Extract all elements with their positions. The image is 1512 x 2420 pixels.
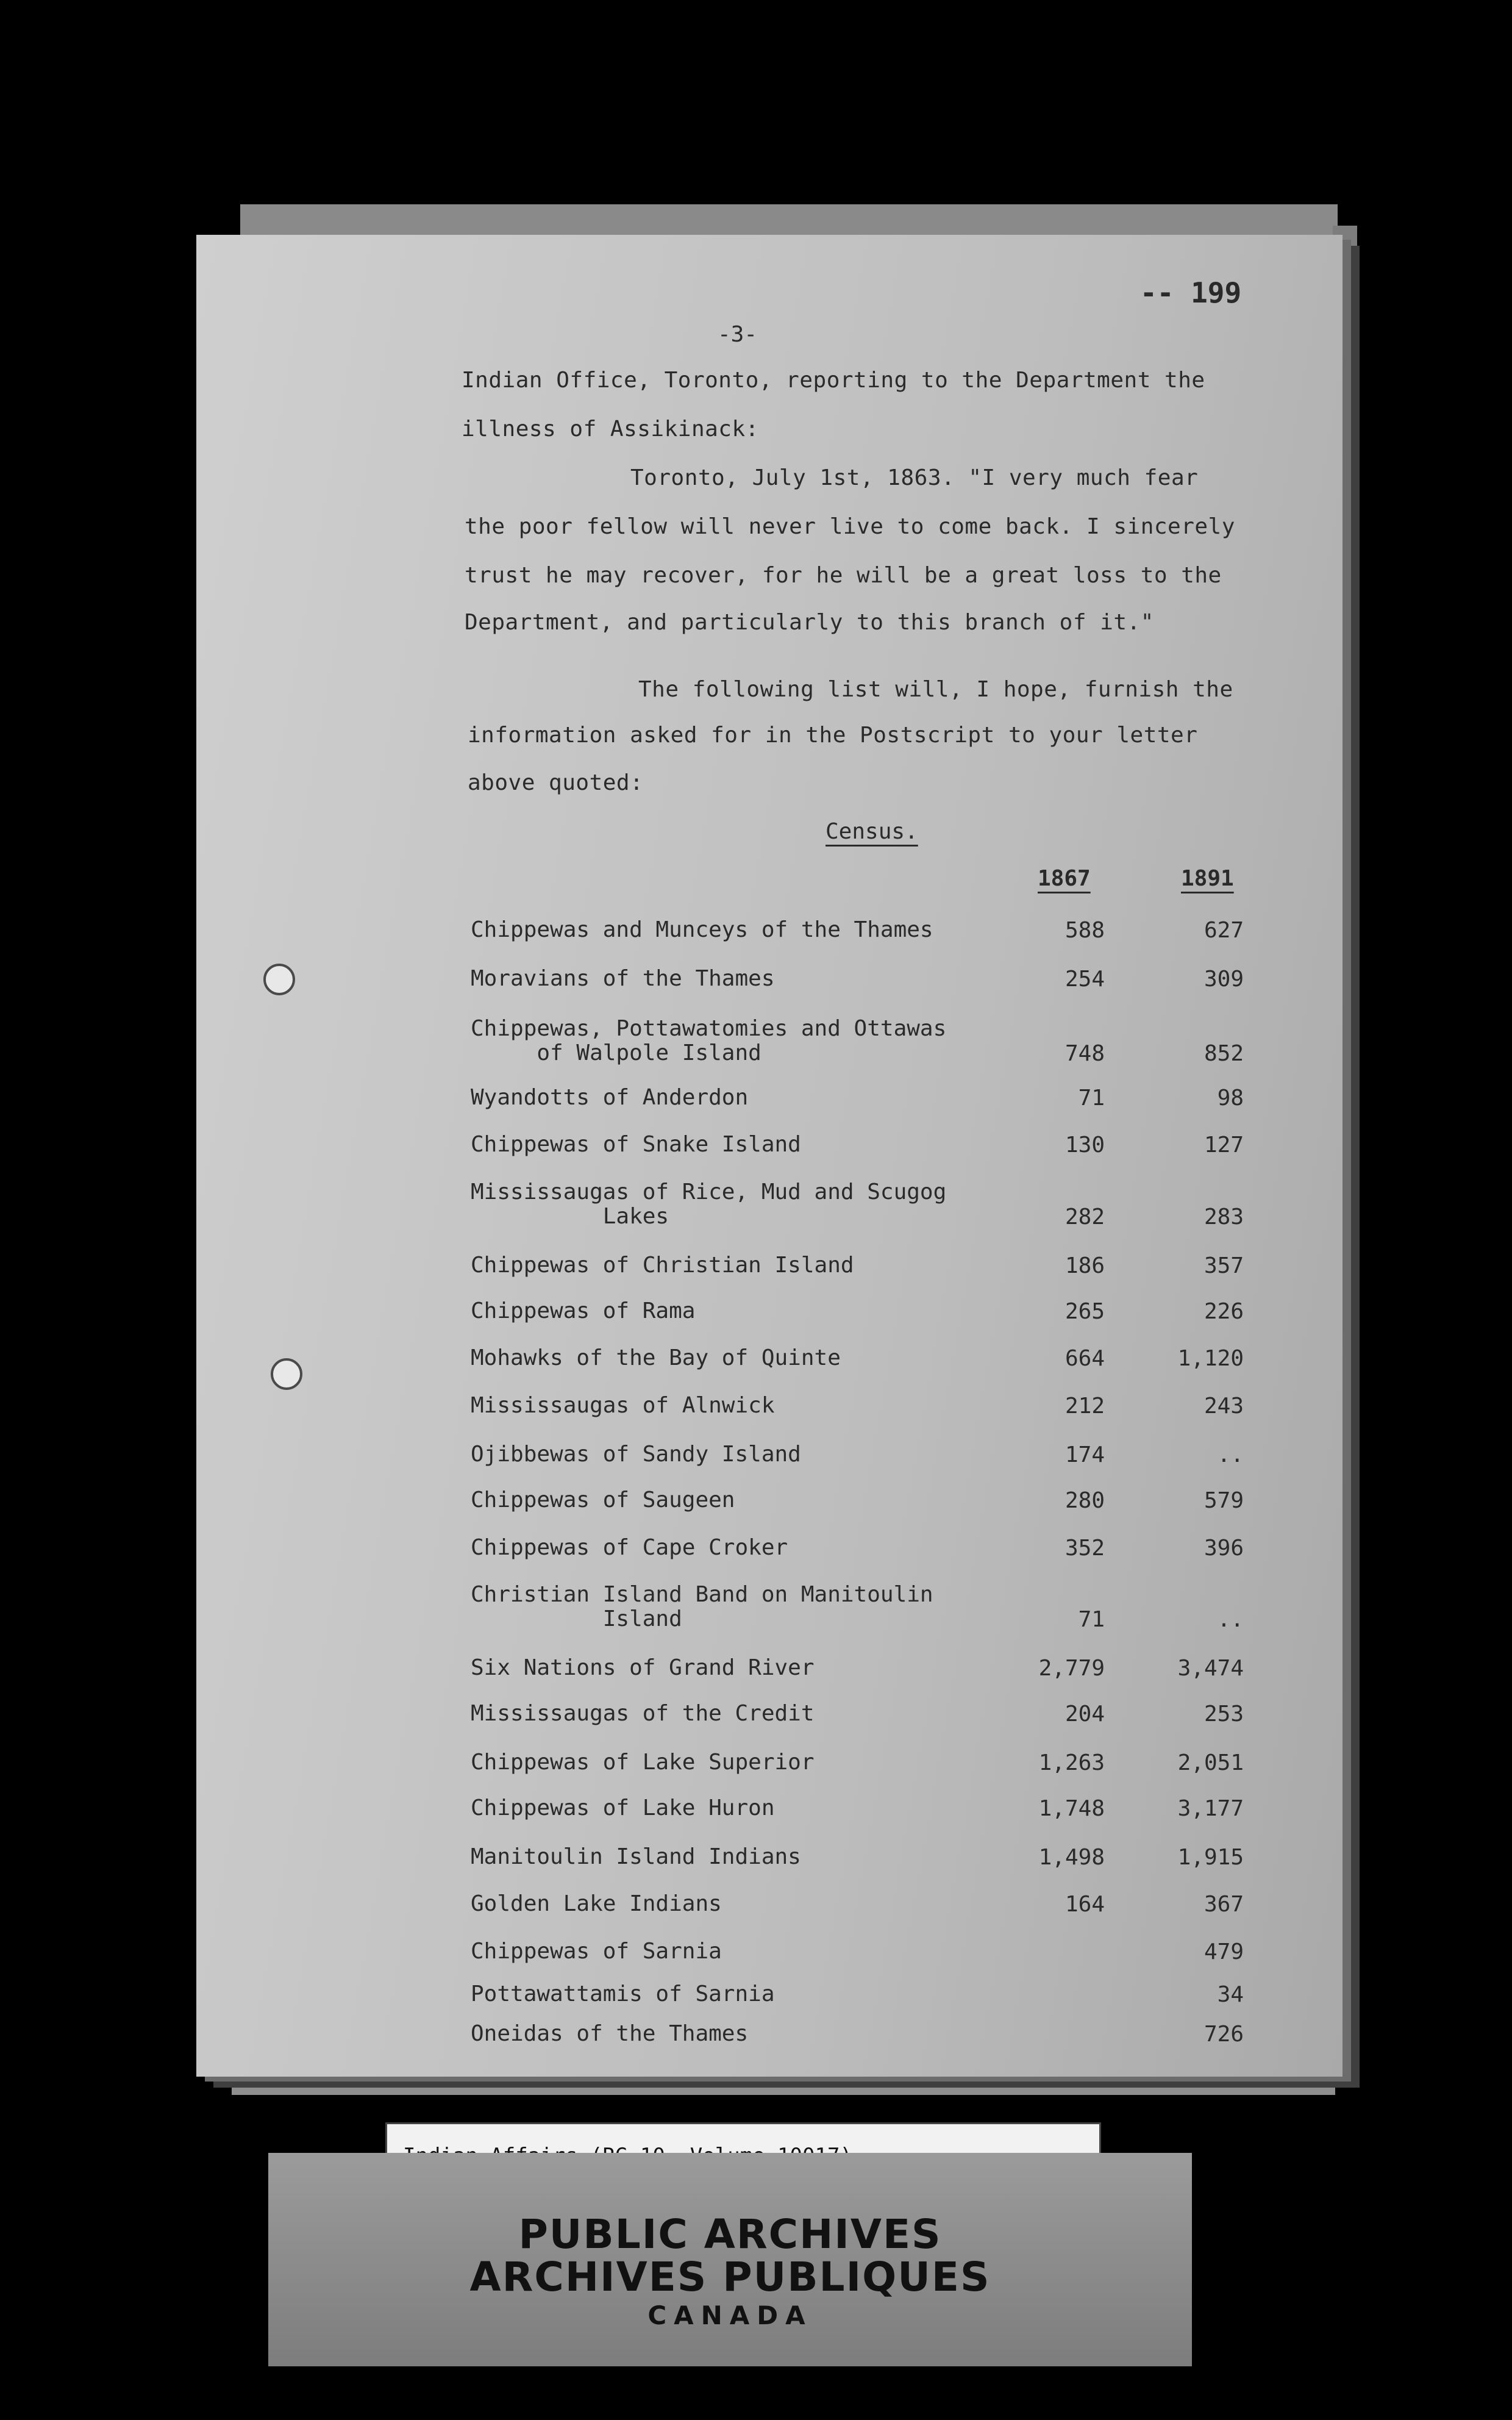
archives-stamp	[268, 2153, 1192, 2366]
census-value-1891: 1,915	[1177, 1845, 1244, 1870]
punch-hole-icon	[271, 1358, 302, 1390]
census-row-name: Mississaugas of Alnwick	[471, 1393, 775, 1418]
census-row-name: Mohawks of the Bay of Quinte	[471, 1345, 841, 1370]
stamp-line-1: PUBLIC ARCHIVES	[518, 2211, 942, 2258]
census-value-1867: 186	[1064, 1253, 1105, 1278]
census-value-1891: 127	[1204, 1133, 1244, 1158]
paragraph-line: information asked for in the Postscript to your letter	[468, 723, 1198, 748]
census-value-1867: 280	[1064, 1488, 1105, 1513]
census-value-1891: 98	[1217, 1086, 1244, 1111]
census-row-name: Chippewas of Lake Huron	[471, 1795, 775, 1820]
census-value-1867: 212	[1064, 1394, 1105, 1419]
census-row-name: Chippewas of Snake Island	[471, 1132, 801, 1157]
census-value-1891: 357	[1204, 1253, 1244, 1278]
census-row-name: Pottawattamis of Sarnia	[471, 1981, 775, 2007]
census-value-1891: ..	[1217, 1442, 1244, 1467]
census-row-name: Chippewas and Munceys of the Thames	[471, 917, 933, 942]
paragraph-line: illness of Assikinack:	[462, 417, 759, 442]
census-value-1867: 1,263	[1038, 1750, 1105, 1775]
census-value-1891: 627	[1204, 918, 1244, 943]
column-header-1891: 1891	[1181, 866, 1234, 891]
paragraph-line: Indian Office, Toronto, reporting to the Department the	[462, 368, 1205, 393]
census-value-1891: 367	[1204, 1892, 1244, 1917]
census-row-name: Christian Island Band on Manitoulin Island	[471, 1582, 933, 1631]
census-row-name: Chippewas of Christian Island	[471, 1253, 854, 1278]
census-value-1867: 265	[1064, 1299, 1105, 1324]
census-value-1891: 2,051	[1177, 1750, 1244, 1775]
census-value-1891: 3,474	[1177, 1656, 1244, 1681]
census-value-1891: 283	[1204, 1205, 1244, 1230]
census-row-name: Moravians of the Thames	[471, 966, 775, 991]
census-value-1867: 130	[1064, 1133, 1105, 1158]
census-value-1891: 726	[1204, 2022, 1244, 2047]
stamp-line-2: ARCHIVES PUBLIQUES	[469, 2254, 991, 2300]
census-value-1891: 226	[1204, 1299, 1244, 1324]
census-row-name: Manitoulin Island Indians	[471, 1844, 801, 1869]
census-row-name: Chippewas of Sarnia	[471, 1939, 722, 1964]
census-value-1891: 3,177	[1177, 1796, 1244, 1821]
document-page	[196, 235, 1343, 2077]
census-value-1867: 71	[1078, 1086, 1105, 1111]
paragraph-line: above quoted:	[468, 770, 644, 795]
census-value-1867: 254	[1064, 967, 1105, 992]
stamp-line-3: CANADA	[647, 2300, 813, 2330]
paragraph-line: trust he may recover, for he will be a great loss to the	[465, 563, 1222, 588]
paragraph-line: Department, and particularly to this branch of it."	[465, 610, 1154, 635]
census-value-1867: 1,748	[1038, 1796, 1105, 1821]
census-row-name: Chippewas of Saugeen	[471, 1487, 735, 1512]
paragraph-line: the poor fellow will never live to come back. I sincerely	[465, 514, 1235, 539]
census-value-1891: 243	[1204, 1394, 1244, 1419]
census-row-name: Chippewas of Lake Superior	[471, 1750, 815, 1775]
census-row-name: Golden Lake Indians	[471, 1891, 722, 1916]
census-value-1867: 282	[1064, 1205, 1105, 1230]
census-row-name: Chippewas of Cape Croker	[471, 1535, 788, 1560]
census-value-1867: 204	[1064, 1702, 1105, 1727]
paragraph-line: The following list will, I hope, furnish the	[638, 677, 1233, 702]
census-value-1867: 1,498	[1038, 1845, 1105, 1870]
census-value-1891: 1,120	[1177, 1346, 1244, 1371]
census-value-1867: 2,779	[1038, 1656, 1105, 1681]
census-value-1867: 71	[1078, 1607, 1105, 1632]
census-value-1867: 352	[1064, 1536, 1105, 1561]
census-value-1891: 34	[1217, 1982, 1244, 2007]
census-value-1891: 309	[1204, 967, 1244, 992]
census-value-1891: 479	[1204, 1939, 1244, 1964]
paragraph-line: Toronto, July 1st, 1863. "I very much fear	[630, 465, 1199, 490]
census-value-1867: 664	[1064, 1346, 1105, 1371]
punch-hole-icon	[263, 964, 295, 995]
census-row-name: Mississaugas of Rice, Mud and Scugog Lakes	[471, 1180, 947, 1229]
census-value-1867: 588	[1064, 918, 1105, 943]
census-row-name: Chippewas of Rama	[471, 1298, 696, 1323]
census-row-name: Wyandotts of Anderdon	[471, 1085, 749, 1110]
page-number: -3-	[718, 322, 758, 347]
census-value-1867: 748	[1064, 1041, 1105, 1066]
census-value-1891: 253	[1204, 1702, 1244, 1727]
census-row-name: Oneidas of the Thames	[471, 2021, 749, 2046]
census-value-1891: 579	[1204, 1488, 1244, 1513]
census-row-name: Chippewas, Pottawatomies and Ottawas of Walpole Island	[471, 1016, 947, 1065]
census-value-1867: 164	[1064, 1892, 1105, 1917]
census-value-1891: 852	[1204, 1041, 1244, 1066]
census-row-name: Six Nations of Grand River	[471, 1655, 815, 1680]
column-header-1867: 1867	[1038, 866, 1091, 891]
census-row-name: Mississaugas of the Credit	[471, 1701, 815, 1726]
census-value-1867: 174	[1064, 1442, 1105, 1467]
census-row-name: Ojibbewas of Sandy Island	[471, 1442, 801, 1467]
census-value-1891: 396	[1204, 1536, 1244, 1561]
census-value-1891: ..	[1217, 1607, 1244, 1632]
census-title: Census.	[826, 819, 918, 844]
folio-number: -- 199	[1140, 276, 1242, 309]
